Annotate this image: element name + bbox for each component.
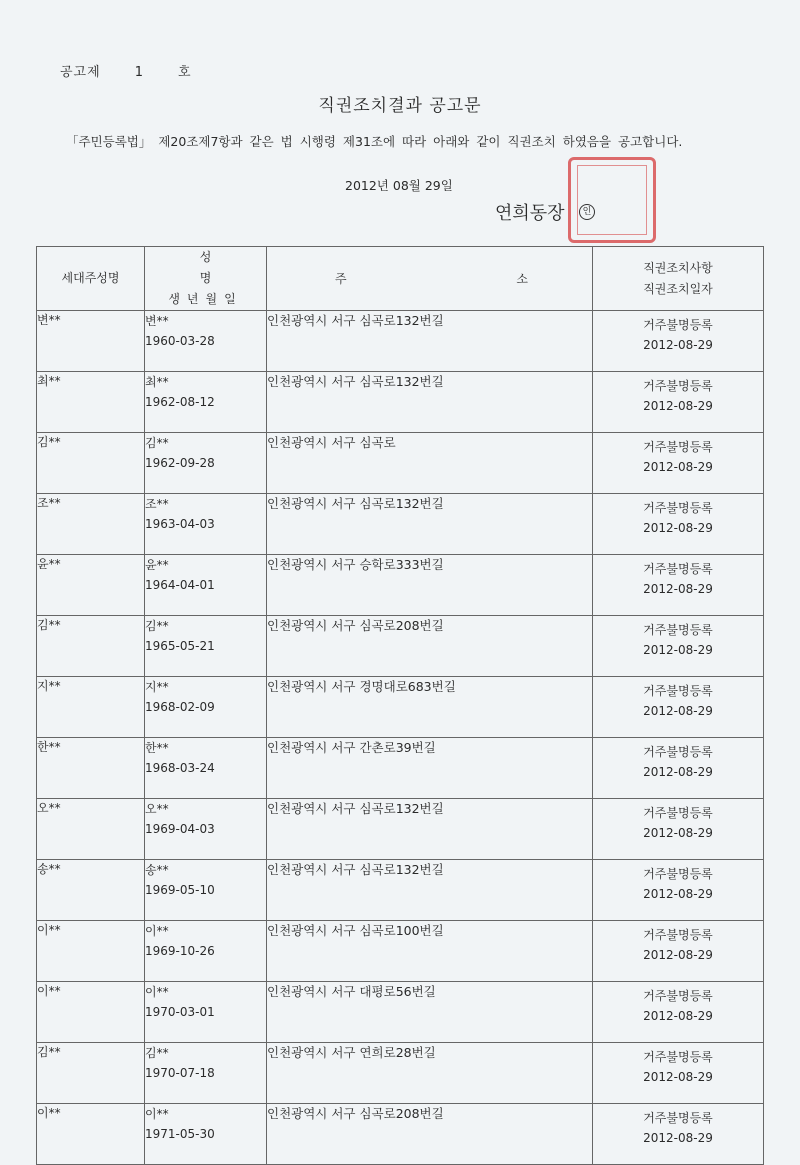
table-row [37,372,764,433]
cell-action [593,1104,764,1165]
header-name: 성명 [199,250,262,285]
address-text: 인천광역시 서구 경명대로683번길 [267,679,456,694]
action-text: 거주불명등록 [643,989,713,1003]
cell-household-head [37,616,145,677]
table-header-row [37,247,764,311]
action-text: 거주불명등록 [643,501,713,515]
notice-number [60,61,192,80]
address-text: 인천광역시 서구 심곡로 [267,435,396,450]
cell-action [593,311,764,372]
notice-number-suffix: 호 [177,65,192,80]
cell-address [267,1043,593,1104]
birth-text: 1970-03-01 [145,1005,215,1019]
table-row [37,555,764,616]
address-text: 인천광역시 서구 간촌로39번길 [267,740,436,755]
cell-address [267,494,593,555]
page-title: 직권조치결과 공고문 [318,96,482,116]
table-row [37,494,764,555]
table-row [37,982,764,1043]
cell-action [593,738,764,799]
cell-action [593,494,764,555]
cell-household-head [37,372,145,433]
birth-text: 1962-08-12 [145,395,215,409]
action-date-text: 2012-08-29 [643,1131,713,1145]
name-text: 오** [145,802,169,816]
household-head-text: 윤** [37,557,61,571]
table-row [37,677,764,738]
household-head-text: 오** [37,801,61,815]
notice-date: 2012년 08월 29일 [345,178,453,193]
household-head-text: 이** [37,923,61,937]
cell-household-head [37,1043,145,1104]
birth-text: 1969-05-10 [145,883,215,897]
action-date-text: 2012-08-29 [643,826,713,840]
cell-action [593,982,764,1043]
table-row [37,860,764,921]
address-text: 인천광역시 서구 대평로56번길 [267,984,436,999]
action-text: 거주불명등록 [643,440,713,454]
table-row [37,921,764,982]
address-text: 인천광역시 서구 승학로333번길 [267,557,444,572]
action-text: 거주불명등록 [643,806,713,820]
name-text: 김** [145,1046,169,1060]
name-text: 조** [145,497,169,511]
address-text: 인천광역시 서구 심곡로208번길 [267,1106,444,1121]
household-head-text: 이** [37,1106,61,1120]
cell-address [267,921,593,982]
cell-name-birth [145,494,267,555]
name-text: 한** [145,741,169,755]
action-date-text: 2012-08-29 [643,582,713,596]
cell-name-birth [145,311,267,372]
cell-address [267,1104,593,1165]
action-text: 거주불명등록 [643,745,713,759]
name-text: 이** [145,1107,169,1121]
birth-text: 1960-03-28 [145,334,215,348]
cell-household-head [37,311,145,372]
household-head-text: 조** [37,496,61,510]
birth-text: 1962-09-28 [145,456,215,470]
cell-household-head [37,799,145,860]
household-head-text: 이** [37,984,61,998]
roster-body [37,311,764,1165]
signer-title: 연희동장 [495,203,565,224]
birth-text: 1971-05-30 [145,1127,215,1141]
header-action [593,247,764,311]
cell-action [593,921,764,982]
seal-inner-border [577,165,647,235]
name-text: 이** [145,924,169,938]
cell-name-birth [145,738,267,799]
name-text: 윤** [145,558,169,572]
action-text: 거주불명등록 [643,867,713,881]
action-text: 거주불명등록 [643,1111,713,1125]
table-row [37,616,764,677]
address-text: 인천광역시 서구 연희로28번길 [267,1045,436,1060]
birth-text: 1968-02-09 [145,700,215,714]
cell-name-birth [145,1043,267,1104]
cell-name-birth [145,372,267,433]
action-text: 거주불명등록 [643,928,713,942]
action-text: 거주불명등록 [643,684,713,698]
name-text: 최** [145,375,169,389]
cell-name-birth [145,921,267,982]
birth-text: 1970-07-18 [145,1066,215,1080]
action-date-text: 2012-08-29 [643,1070,713,1084]
header-address-right: 소 [516,272,528,286]
header-action-date: 직권조치일자 [643,281,713,296]
household-head-text: 지** [37,679,61,693]
address-text: 인천광역시 서구 심곡로100번길 [267,923,444,938]
action-date-text: 2012-08-29 [643,521,713,535]
header-action-type: 직권조치사항 [643,260,713,275]
action-date-text: 2012-08-29 [643,1009,713,1023]
action-date-text: 2012-08-29 [643,460,713,474]
household-head-text: 김** [37,618,61,632]
header-address [267,247,593,311]
name-text: 변** [145,314,169,328]
action-date-text: 2012-08-29 [643,704,713,718]
birth-text: 1969-04-03 [145,822,215,836]
table-row [37,1104,764,1165]
name-text: 김** [145,436,169,450]
cell-action [593,799,764,860]
header-address-left: 주 [335,272,347,286]
name-text: 송** [145,863,169,877]
cell-name-birth [145,1104,267,1165]
cell-address [267,311,593,372]
birth-text: 1963-04-03 [145,517,215,531]
action-date-text: 2012-08-29 [643,887,713,901]
cell-address [267,372,593,433]
header-birth: 생년월일 [168,292,243,306]
cell-household-head [37,738,145,799]
cell-address [267,738,593,799]
action-text: 거주불명등록 [643,562,713,576]
cell-household-head [37,494,145,555]
action-date-text: 2012-08-29 [643,643,713,657]
address-text: 인천광역시 서구 심곡로132번길 [267,496,444,511]
cell-address [267,677,593,738]
cell-name-birth [145,982,267,1043]
name-text: 이** [145,985,169,999]
header-name-birth [145,247,267,311]
action-date-text: 2012-08-29 [643,338,713,352]
seal-mark: 인 [579,204,595,220]
cell-action [593,677,764,738]
address-text: 인천광역시 서구 심곡로132번길 [267,313,444,328]
action-text: 거주불명등록 [643,318,713,332]
table-row [37,1043,764,1104]
cell-action [593,433,764,494]
cell-action [593,555,764,616]
birth-text: 1969-10-26 [145,944,215,958]
cell-household-head [37,1104,145,1165]
cell-action [593,1043,764,1104]
cell-name-birth [145,555,267,616]
household-head-text: 변** [37,313,61,327]
cell-household-head [37,677,145,738]
roster-table [36,246,764,1165]
cell-household-head [37,982,145,1043]
birth-text: 1964-04-01 [145,578,215,592]
household-head-text: 한** [37,740,61,754]
header-household-head: 세대주성명 [37,247,145,311]
cell-action [593,616,764,677]
table-row [37,799,764,860]
cell-household-head [37,921,145,982]
household-head-text: 최** [37,374,61,388]
action-text: 거주불명등록 [643,1050,713,1064]
notice-body [56,131,746,153]
action-text: 거주불명등록 [643,379,713,393]
cell-action [593,860,764,921]
cell-address [267,616,593,677]
name-text: 지** [145,680,169,694]
table-row [37,433,764,494]
birth-text: 1965-05-21 [145,639,215,653]
household-head-text: 김** [37,1045,61,1059]
table-row [37,311,764,372]
cell-household-head [37,555,145,616]
cell-address [267,982,593,1043]
cell-address [267,799,593,860]
address-text: 인천광역시 서구 심곡로132번길 [267,374,444,389]
cell-household-head [37,860,145,921]
action-date-text: 2012-08-29 [643,948,713,962]
cell-name-birth [145,799,267,860]
action-date-text: 2012-08-29 [643,765,713,779]
household-head-text: 김** [37,435,61,449]
table-row [37,738,764,799]
cell-name-birth [145,616,267,677]
notice-body-text: 「주민등록법」 제20조제7항과 같은 법 시행령 제31조에 따라 아래와 같이 직권조치 하였음을 공고합니다. [66,134,683,149]
notice-number-label: 공고제 [60,65,101,80]
address-text: 인천광역시 서구 심곡로132번길 [267,862,444,877]
cell-name-birth [145,433,267,494]
name-text: 김** [145,619,169,633]
address-text: 인천광역시 서구 심곡로132번길 [267,801,444,816]
official-seal [568,157,656,243]
action-date-text: 2012-08-29 [643,399,713,413]
birth-text: 1968-03-24 [145,761,215,775]
address-text: 인천광역시 서구 심곡로208번길 [267,618,444,633]
cell-address [267,555,593,616]
cell-name-birth [145,860,267,921]
cell-action [593,372,764,433]
cell-address [267,860,593,921]
cell-name-birth [145,677,267,738]
household-head-text: 송** [37,862,61,876]
cell-household-head [37,433,145,494]
notice-number-value: 1 [134,65,144,80]
cell-address [267,433,593,494]
action-text: 거주불명등록 [643,623,713,637]
